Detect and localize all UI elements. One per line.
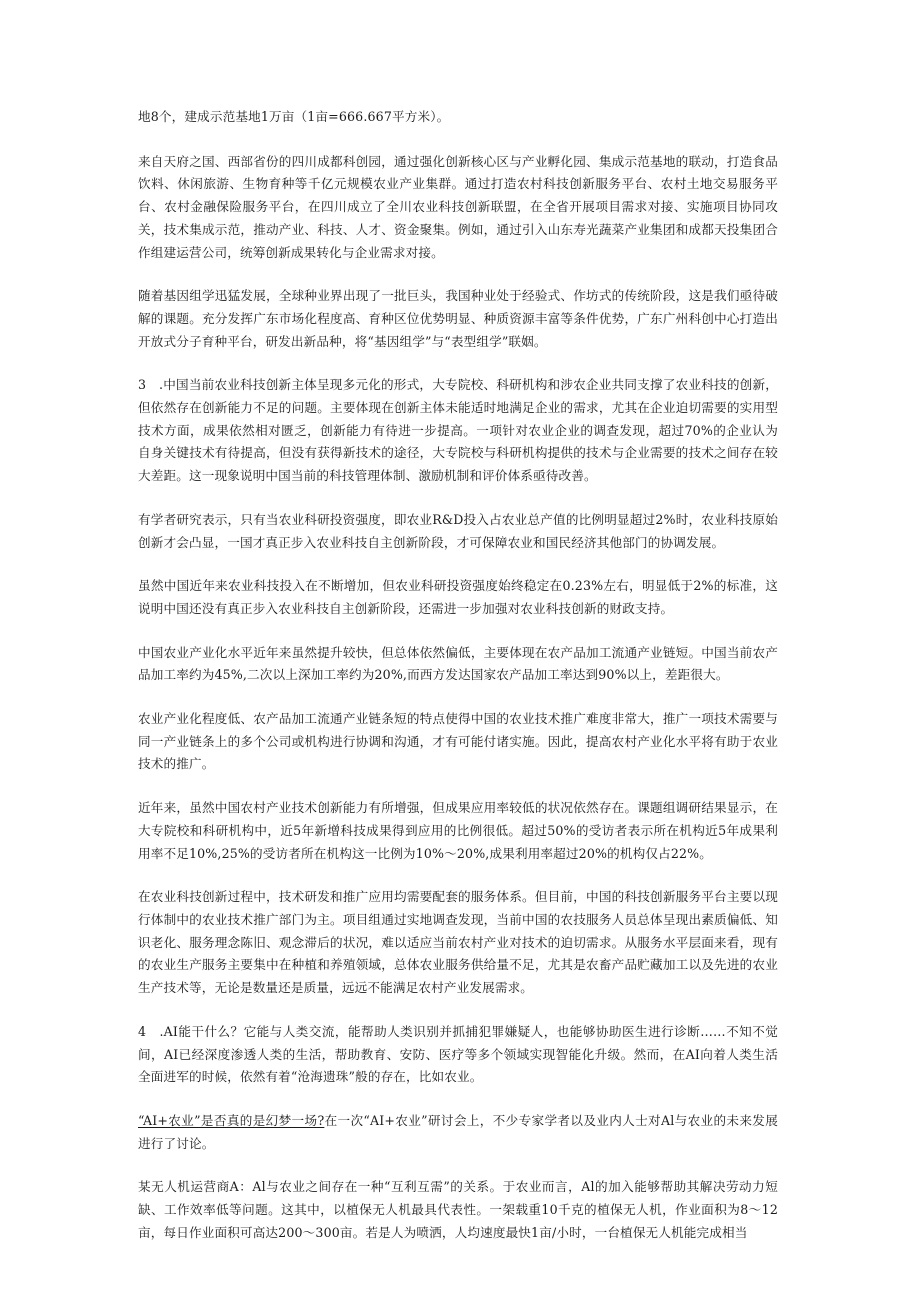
paragraph-drone-operator: 某无人机运营商A：Al与农业之间存在一种“互利互需”的关系。于农业而言，Al的加入能够帮助其解决劳动力短缺、工作效率低等问题。这其中，以植保无人机最具代表性。一架载重10千克的植保无人机，作业面积为8～12亩，每日作业面积可高达200～300亩。若是人为喷洒，人均速度最快1亩/小时，一台植保无人机能完成相当 [138,1179,778,1240]
question-rest: 在一次“AI+农业”研讨会上，不少专家学者以及业内人士对Al与农业的未来发展进行了讨论。 [138,1112,778,1151]
paragraph-industrialization: 中国农业产业化水平近年来虽然提升较快，但总体依然偏低，主要体现在农产品加工流通产业链短。中国当前农产品加工率约为45%,二次以上深加工率约为20%,而西方发达国家农产品加工率达到90%以上，差距很大。 [138,644,778,683]
paragraph-sichuan-chengdu: 来自天府之国、西部省份的四川成都科创园，通过强化创新核心区与产业孵化园、集成示范基地的联动，打造食品饮料、休闲旅游、生物育种等千亿元规模农业产业集群。通过打造农村科技创新服务平台、农村土地交易服务平台、农村金融保险服务平台，在四川成立了全川农业科技创新联盟，在全省开展项目需求对接、实施项目协同攻关，技术集成示范，推动产业、科技、人才、资金聚集。例如，通过引入山东寿光蔬菜产业集团和成都天投集团合作组建运营公司，统筹创新成果转化与企业需求对接。 [138,153,778,260]
paragraph-application-rate: 近年来，虽然中国农村产业技术创新能力有所增强，但成果应用率较低的状况依然存在。课题组调研结果显示，在大专院校和科研机构中，近5年新增科技成果得到应用的比例很低。超过50%的受访者表示所在机构近5年成果利用率不足10%,25%的受访者所在机构这一比例为10%～20%,成果利用率超过20%的机构仅占22%。 [138,800,778,861]
paragraph-investment-level: 虽然中国近年来农业科技投入在不断增加，但农业科研投资强度始终稳定在0.23%左右，明显低于2%的标准，这说明中国还没有真正步入农业科技自主创新阶段，还需进一步加强对农业科技创新的财政支持。 [138,578,778,616]
paragraph-demo-base-summary: 地8个，建成示范基地1万亩（1亩=666.667平方米）。 [138,109,450,124]
paragraph-ai-agriculture-question [138,1110,778,1155]
paragraph-service-system: 在农业科技创新过程中，技术研发和推广应用均需要配套的服务体系。但目前，中国的科技创新服务平台主要以现行体制中的农业技术推广部门为主。项目组通过实地调查发现，当前中国的农技服务人员总体呈现出素质偏低、知识老化、服务理念陈旧、观念滞后的状况，难以适应当前农村产业对技术的迫切需求。从服务水平层面来看，现有的农业生产服务主要集中在种植和养殖领域，总体农业服务供给量不足，尤其是农畜产品贮藏加工以及先进的农业生产技术等，无论是数量还是质量，远远不能满足农村产业发展需求。 [138,889,778,996]
underlined-question: “AI+农业”是否真的是幻梦一场? [138,1112,325,1128]
paragraph-section-3-innovation: 3 .中国当前农业科技创新主体呈现多元化的形式，大专院校、科研机构和涉农企业共同支撑了农业科技的创新，但依然存在创新能力不足的问题。主要体现在创新主体未能适时地满足企业的需求，尤其在企业迫切需要的实用型技术方面，成果依然相对匮乏，创新能力有待进一步提高。一项针对农业企业的调查发现，超过70%的企业认为自身关键技术有待提高，但没有获得新技术的途径，大专院校与科研机构提供的技术与企业需要的技术之间存在较大差距。这一现象说明中国当前的科技管理体制、激励机制和评价体系亟待改善。 [138,377,778,484]
document-body [138,106,778,1265]
paragraph-rd-intensity: 有学者研究表示，只有当农业科研投资强度，即农业R&D投入占农业总产值的比例明显超过2%时，农业科技原始创新才会凸显，一国才真正步入农业科技自主创新阶段，才可保障农业和国民经济其他部门的协调发展。 [138,511,778,550]
paragraph-extension-difficulty: 农业产业化程度低、农产品加工流通产业链条短的特点使得中国的农业技术推广难度非常大，推广一项技术需要与同一产业链条上的多个公司或机构进行协调和沟通，才有可能付诸实施。因此，提高农村产业化水平将有助于农业技术的推广。 [138,711,778,772]
paragraph-section-4-ai: 4 .AI能干什么？它能与人类交流，能帮助人类识别并抓捕犯罪嫌疑人，也能够协助医生进行诊断……不知不觉间，AI已经深度渗透人类的生活，帮助教育、安防、医疗等多个领域实现智能化升级。然而，在AI向着人类生活全面进军的时候，依然有着“沧海遗珠”般的存在，比如农业。 [138,1023,778,1085]
paragraph-seed-industry: 随着基因组学迅猛发展，全球种业界出现了一批巨头，我国种业处于经验式、作坊式的传统阶段，这是我们亟待破解的课题。充分发挥广东市场化程度高、育种区位优势明显、种质资源丰富等条件优势，广东广州科创中心打造出开放式分子育种平台，研发出新品种，将“基因组学”与“表型组学”联姻。 [138,288,778,349]
